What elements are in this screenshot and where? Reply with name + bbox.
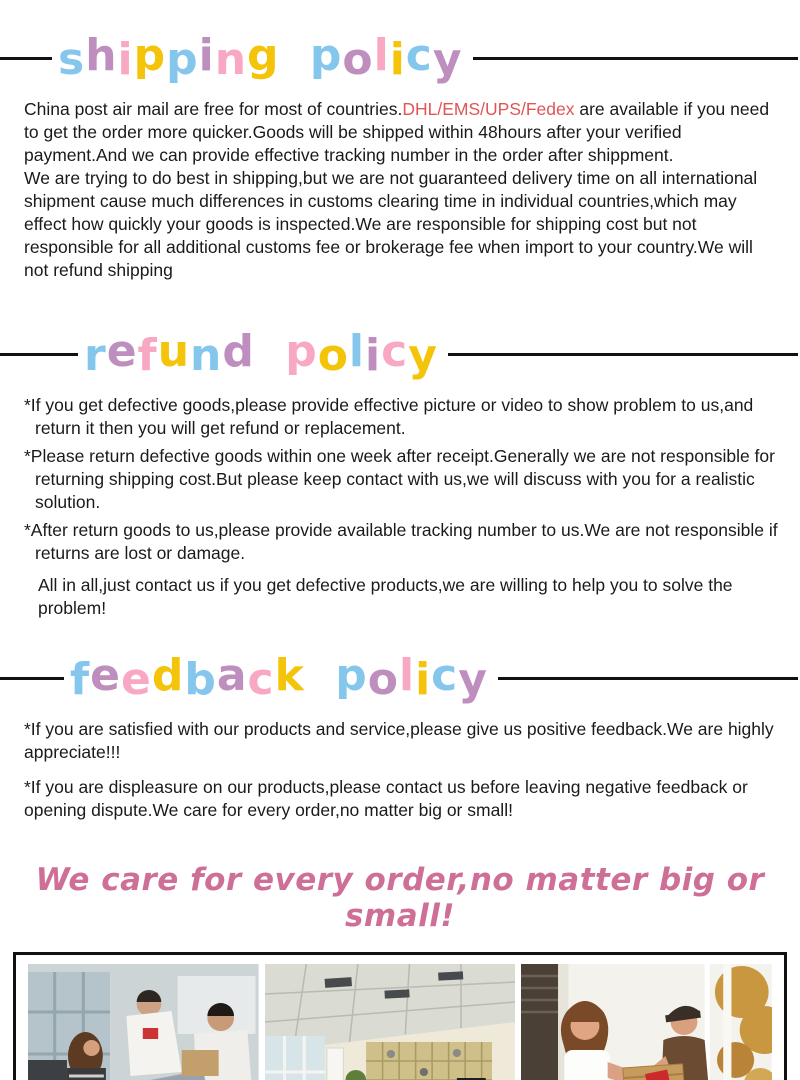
heading-rule-left [0,353,78,356]
refund-policy-title: refund policy [84,326,438,381]
policy-list-item: *If you are satisfied with our products and service,please give us positive feedback.We are highly appreciate!!! [24,719,774,762]
care-slogan: We care for every order,no matter big or small! [35,862,765,934]
packing-scene-illustration [28,964,259,1080]
policy-list-item: *If you get defective goods,please provide effective picture or video to show problem to us,and return it then you will get refund or replacement. [24,395,754,438]
office-interior-photo [265,964,516,1080]
courier-delivering-package-photo [521,964,772,1080]
policy-list-item: *If you are displeasure on our products,please contact us before leaving negative feedback or opening dispute.We care for every order,no matter big or small! [24,777,748,820]
heading-rule-right [473,57,798,60]
shipping-paragraph-1: China post air mail are free for most of countries.DHL/EMS/UPS/Fedex are available if you need to get the order more quicker.Goods will be shipped within 48hours after your verified payment.And we can provide effective tracking number in the order after shippment. [24,99,770,165]
shipping-policy-heading [0,26,800,90]
refund-policy-text [24,394,782,620]
heading-rule-left [0,57,52,60]
staff-packing-parcels-photo [28,964,259,1080]
office-scene-illustration [265,964,516,1080]
delivery-scene-illustration [521,964,772,1080]
heading-rule-right [448,353,798,356]
heading-rule-right [498,677,798,680]
feedback-policy-heading [0,646,800,710]
heading-rule-left [0,677,64,680]
policy-list-item: *After return goods to us,please provide available tracking number to us.We are not responsible if returns are lost or damage. [24,520,778,563]
refund-policy-heading [0,322,800,386]
shipping-policy-text [24,98,782,282]
policy-list-item: *Please return defective goods within one week after receipt.Generally we are not responsible for returning shipping cost.But please keep contact with us,we will discuss with you for a realistic solution. [24,446,775,512]
photo-strip [13,952,787,1080]
shipping-paragraph-2: We are trying to do best in shipping,but we are not guaranteed delivery time on all international shipment cause much differences in customs clearing time in individual countries,which may effect how quickly your goods is inspected.We are responsible for shipping cost but not responsible for all additional customs fee or brokerage fee when import to your country.We will not refund shipping [24,168,758,280]
feedback-policy-title: feedback policy [70,650,488,705]
feedback-policy-text [24,718,782,822]
policy-list-item: All in all,just contact us if you get defective products,we are willing to help you to solve the problem! [38,575,733,618]
shipping-policy-title: shipping policy [58,30,463,85]
